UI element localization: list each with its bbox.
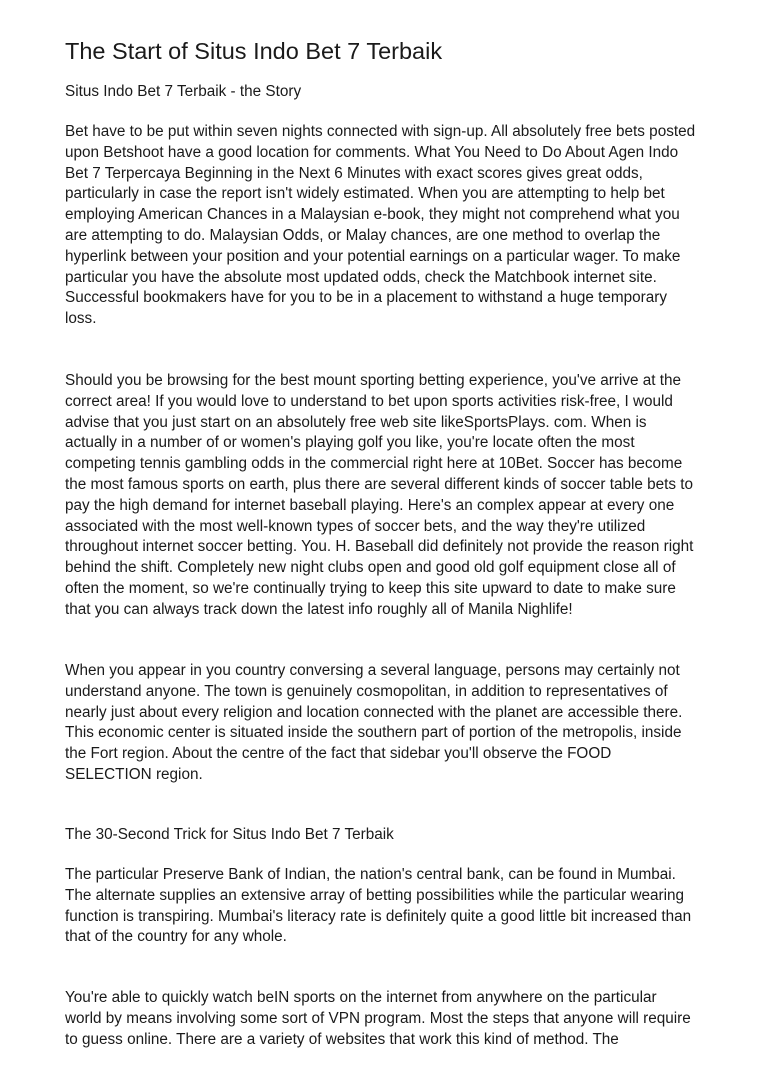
paragraph-line: You're able to quickly watch beIN sports on the internet from anywhere on the particular bbox=[65, 989, 657, 1006]
paragraph-line: to guess online. There are a variety of websites that work this kind of method. The bbox=[65, 1030, 619, 1048]
section-heading-trick: The 30-Second Trick for Situs Indo Bet 7 Terbaik bbox=[65, 826, 394, 843]
paragraph-line: competing tennis gambling odds in the commercial right here at 10Bet. Soccer has become bbox=[65, 455, 683, 473]
paragraph-1 bbox=[65, 122, 725, 330]
paragraph-4 bbox=[65, 865, 725, 948]
paragraph-line: understand anyone. The town is genuinely cosmopolitan, in addition to representatives of bbox=[65, 682, 668, 700]
section-heading-story: Situs Indo Bet 7 Terbaik - the Story bbox=[65, 83, 302, 100]
paragraph-line: throughout internet soccer betting. You. H. Baseball did definitely not provide the reason right bbox=[65, 538, 694, 556]
paragraph-line: SELECTION region. bbox=[65, 765, 203, 783]
paragraph-line: particularly in case the report isn't widely estimated. When you are attempting to help bet bbox=[65, 185, 665, 203]
paragraph-line: When you appear in you country conversing a several language, persons may certainly not bbox=[65, 662, 680, 679]
paragraph-line: Successful bookmakers have for you to be in a placement to withstand a huge temporary bbox=[65, 289, 668, 307]
paragraph-line: the Fort region. About the centre of the fact that sidebar you'll observe the FOOD bbox=[65, 745, 612, 763]
paragraph-line: correct area! If you would love to understand to bet upon sports activities risk-free, I would bbox=[65, 392, 673, 410]
paragraph-line: nearly just about every religion and location connected with the planet are accessible there. bbox=[65, 703, 683, 721]
paragraph-line: behind the shift. Completely new night clubs open and good old golf equipment close all of bbox=[65, 559, 676, 577]
paragraph-3 bbox=[65, 661, 725, 786]
paragraph-line: the most famous sports on earth, plus there are several different kinds of soccer table bets to bbox=[65, 475, 694, 493]
paragraph-5 bbox=[65, 988, 725, 1050]
paragraph-line: The alternate supplies an extensive array of betting possibilities while the particular wearing bbox=[65, 886, 685, 904]
paragraph-line: This economic center is situated inside the southern part of portion of the metropolis, inside bbox=[65, 724, 682, 742]
paragraph-line: pay the high demand for internet baseball playing. Here's an complex appear at every one bbox=[65, 496, 675, 514]
paragraph-line: actually in a number of or women's playing golf you like, you're locate often the most bbox=[65, 434, 635, 452]
paragraph-line: are attempting to do. Malaysian Odds, or Malay chances, are one method to overlap the bbox=[65, 226, 661, 244]
paragraph-line: Should you be browsing for the best mount sporting betting experience, you've arrive at the bbox=[65, 372, 682, 389]
paragraph-line: that you can always track down the latest info roughly all of Manila Nighlife! bbox=[65, 600, 573, 618]
paragraph-line: advise that you just start on an absolutely free web site likeSportsPlays. com. When is bbox=[65, 413, 647, 431]
paragraph-line: employing American Chances in a Malaysian e-book, they might not comprehend what you bbox=[65, 206, 680, 224]
paragraph-line: world by means involving some sort of VPN program. Most the steps that anyone will require bbox=[65, 1009, 691, 1027]
paragraph-line: Bet 7 Terpercaya Beginning in the Next 6 Minutes with exact scores gives great odds, bbox=[65, 164, 643, 182]
paragraph-line: particular you have the absolute most updated odds, check the Matchbook internet site. bbox=[65, 268, 657, 286]
paragraph-line: Bet have to be put within seven nights connected with sign-up. All absolutely free bets posted bbox=[65, 123, 696, 140]
paragraph-line: associated with the most well-known types of soccer bets, and the way they're utilized bbox=[65, 517, 646, 535]
paragraph-line: upon Betshoot have a good location for comments. What You Need to Do About Agen Indo bbox=[65, 143, 679, 161]
paragraph-line: that of the country for any whole. bbox=[65, 928, 287, 946]
paragraph-2 bbox=[65, 371, 725, 621]
paragraph-line: loss. bbox=[65, 310, 97, 328]
paragraph-line: often the moment, so we're continually trying to keep this site upward to date to make sure bbox=[65, 579, 676, 597]
document-title: The Start of Situs Indo Bet 7 Terbaik bbox=[65, 38, 443, 64]
paragraph-line: hyperlink between your position and your potential earnings on a particular wager. To make bbox=[65, 247, 681, 265]
paragraph-line: The particular Preserve Bank of Indian, the nation's central bank, can be found in Mumbai. bbox=[65, 866, 676, 883]
paragraph-line: function is transpiring. Mumbai's literacy rate is definitely quite a good little bit increased than bbox=[65, 907, 692, 925]
